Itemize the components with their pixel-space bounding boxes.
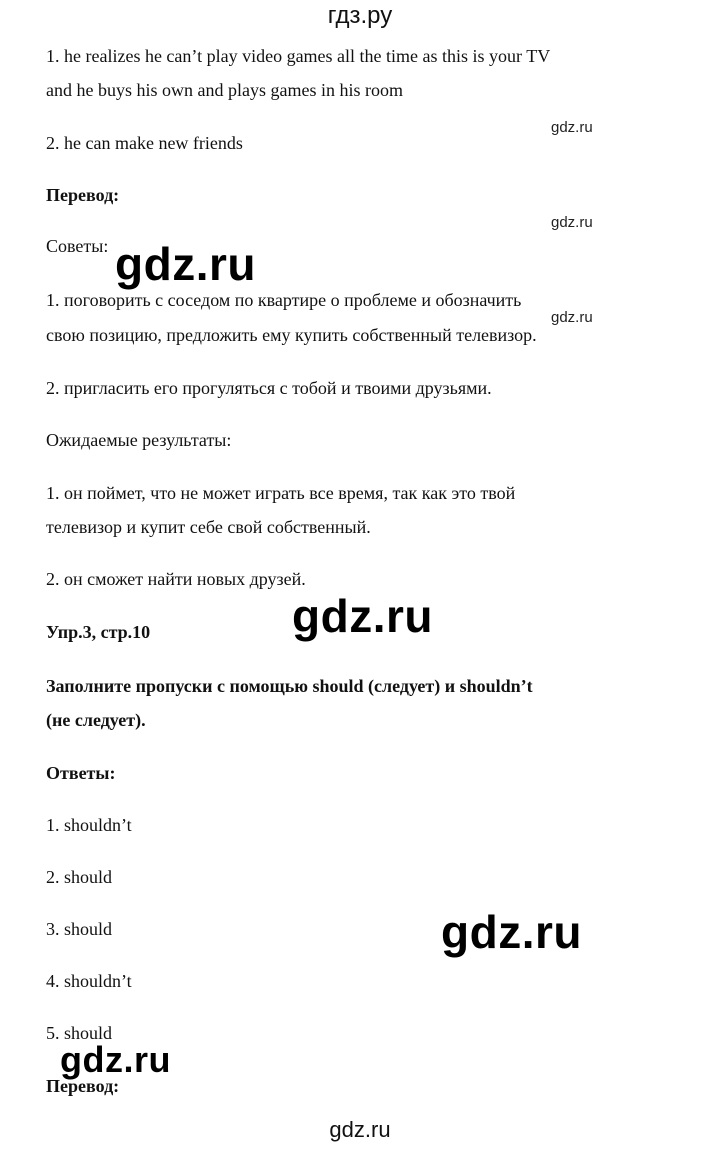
task-line-2: (не следует).: [46, 710, 146, 730]
watermark-small: gdz.ru: [551, 119, 593, 136]
advice-heading: Советы:: [46, 236, 109, 256]
watermark-large: gdz.ru: [115, 238, 256, 290]
answer-item: 4. shouldn’t: [46, 971, 132, 991]
watermark-large: gdz.ru: [292, 590, 433, 642]
answer-item: 3. should: [46, 919, 113, 939]
task-line-1: Заполните пропуски с помощью should (следует) и shouldn’t: [46, 676, 533, 696]
advice-2: 2. пригласить его прогуляться с тобой и твоими друзьями.: [46, 378, 492, 398]
answers-heading: Ответы:: [46, 763, 116, 783]
watermark-large: gdz.ru: [60, 1039, 171, 1080]
exercise-heading: Упр.3, стр.10: [46, 622, 151, 642]
result-1-line-1: 1. он поймет, что не может играть все время, так как это твой: [46, 483, 516, 503]
results-heading: Ожидаемые результаты:: [46, 430, 232, 450]
answer-1-line-1: 1. he realizes he can’t play video games all the time as this is your TV: [46, 46, 551, 66]
answer-item: 5. should: [46, 1023, 113, 1043]
footer-watermark: gdz.ru: [329, 1117, 391, 1142]
advice-1-line-2: свою позицию, предложить ему купить собственный телевизор.: [46, 325, 537, 345]
answer-1-line-2: and he buys his own and plays games in his room: [46, 80, 403, 100]
watermark-small: gdz.ru: [551, 214, 593, 231]
watermark-large: gdz.ru: [441, 906, 582, 958]
advice-1-line-1: 1. поговорить с соседом по квартире о проблеме и обозначить: [46, 290, 522, 310]
site-title: гдз.ру: [327, 2, 393, 29]
result-2: 2. он сможет найти новых друзей.: [46, 569, 306, 589]
translation-heading-2: Перевод:: [46, 1076, 120, 1096]
answer-item: 2. should: [46, 867, 113, 887]
translation-heading: Перевод:: [46, 185, 120, 205]
answer-2: 2. he can make new friends: [46, 133, 243, 153]
result-1-line-2: телевизор и купит себе свой собственный.: [46, 517, 371, 537]
watermark-small: gdz.ru: [551, 309, 593, 326]
answer-item: 1. shouldn’t: [46, 815, 132, 835]
